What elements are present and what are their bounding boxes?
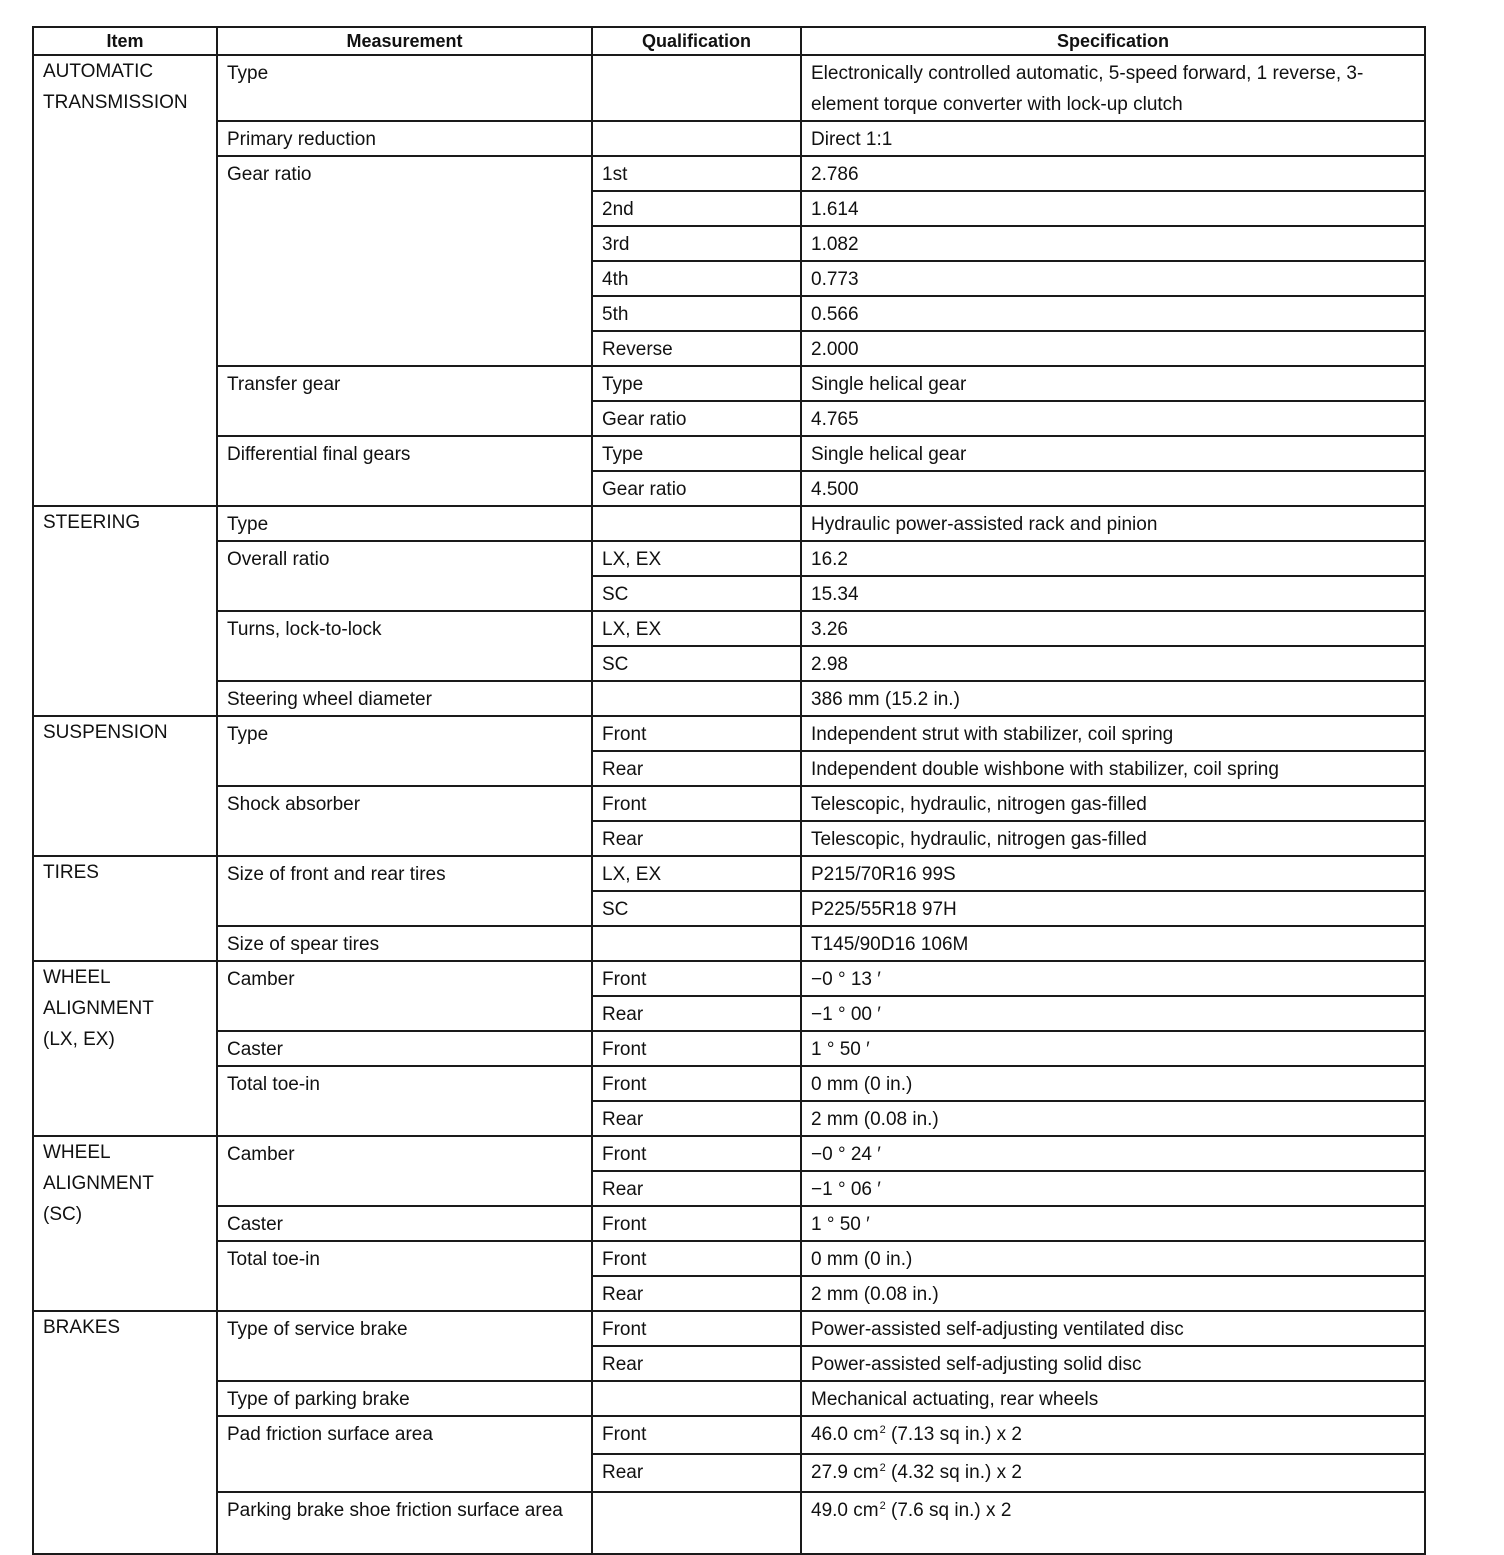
table-row bbox=[33, 681, 1425, 716]
specification-cell: P225/55R18 97H bbox=[801, 891, 1425, 926]
measurement-cell: Gear ratio bbox=[217, 156, 592, 366]
specification-cell: 0.566 bbox=[801, 296, 1425, 331]
item-line: (SC) bbox=[43, 1204, 83, 1225]
table-row bbox=[33, 716, 1425, 751]
specification-cell: −0 ° 13 ′ bbox=[801, 961, 1425, 996]
item-line: ALIGNMENT bbox=[43, 998, 154, 1019]
spec-value: 27.9 cm bbox=[811, 1462, 879, 1483]
item-automatic-transmission: AUTOMATIC TRANSMISSION bbox=[33, 55, 217, 506]
table-row bbox=[33, 1381, 1425, 1416]
specification-cell: Direct 1:1 bbox=[801, 121, 1425, 156]
specification-cell bbox=[801, 1492, 1425, 1554]
qualification-cell: Rear bbox=[592, 1101, 801, 1136]
measurement-cell: Type of parking brake bbox=[217, 1381, 592, 1416]
measurement-cell: Shock absorber bbox=[217, 786, 592, 856]
table-row bbox=[33, 786, 1425, 821]
superscript: 2 bbox=[879, 1462, 886, 1474]
item-wheel-alignment-sc bbox=[33, 1136, 217, 1311]
table-row bbox=[33, 926, 1425, 961]
qualification-cell: Front bbox=[592, 716, 801, 751]
qualification-cell: 4th bbox=[592, 261, 801, 296]
measurement-cell: Type of service brake bbox=[217, 1311, 592, 1381]
measurement-cell: Transfer gear bbox=[217, 366, 592, 436]
measurement-cell: Total toe-in bbox=[217, 1241, 592, 1311]
qualification-cell bbox=[592, 121, 801, 156]
qualification-cell: Rear bbox=[592, 751, 801, 786]
table-row bbox=[33, 436, 1425, 471]
qualification-cell: Rear bbox=[592, 821, 801, 856]
qualification-cell bbox=[592, 506, 801, 541]
qualification-cell: 5th bbox=[592, 296, 801, 331]
qualification-cell: SC bbox=[592, 891, 801, 926]
specification-cell: Mechanical actuating, rear wheels bbox=[801, 1381, 1425, 1416]
qualification-cell bbox=[592, 1381, 801, 1416]
table-row bbox=[33, 1136, 1425, 1171]
measurement-cell: Turns, lock-to-lock bbox=[217, 611, 592, 681]
specification-cell: Power-assisted self-adjusting ventilated disc bbox=[801, 1311, 1425, 1346]
table-row bbox=[33, 366, 1425, 401]
specification-cell: 1 ° 50 ′ bbox=[801, 1206, 1425, 1241]
specification-cell: Electronically controlled automatic, 5-speed forward, 1 reverse, 3-element torque converter with lock-up clutch bbox=[801, 55, 1425, 121]
qualification-cell: Rear bbox=[592, 1454, 801, 1492]
table-row bbox=[33, 1031, 1425, 1066]
specification-cell: Hydraulic power-assisted rack and pinion bbox=[801, 506, 1425, 541]
qualification-cell: 1st bbox=[592, 156, 801, 191]
measurement-cell: Pad friction surface area bbox=[217, 1416, 592, 1492]
measurement-cell: Primary reduction bbox=[217, 121, 592, 156]
qualification-cell: Front bbox=[592, 1031, 801, 1066]
table-row bbox=[33, 1206, 1425, 1241]
specification-cell: Telescopic, hydraulic, nitrogen gas-filled bbox=[801, 786, 1425, 821]
item-line: (LX, EX) bbox=[43, 1029, 115, 1050]
specification-cell: Independent double wishbone with stabilizer, coil spring bbox=[801, 751, 1425, 786]
table-row bbox=[33, 541, 1425, 576]
spec-value: (4.32 sq in.) x 2 bbox=[885, 1462, 1022, 1483]
table-row bbox=[33, 156, 1425, 191]
measurement-cell: Caster bbox=[217, 1031, 592, 1066]
qualification-cell: Front bbox=[592, 1136, 801, 1171]
specification-cell bbox=[801, 1454, 1425, 1492]
superscript: 2 bbox=[879, 1500, 886, 1512]
spec-value: 49.0 cm bbox=[811, 1500, 879, 1521]
measurement-cell: Overall ratio bbox=[217, 541, 592, 611]
measurement-cell: Size of front and rear tires bbox=[217, 856, 592, 926]
spec-value: (7.6 sq in.) x 2 bbox=[885, 1500, 1012, 1521]
spec-value: (7.13 sq in.) x 2 bbox=[885, 1424, 1022, 1445]
specification-cell: 0.773 bbox=[801, 261, 1425, 296]
measurement-cell: Camber bbox=[217, 961, 592, 1031]
specification-cell: 2.98 bbox=[801, 646, 1425, 681]
measurement-cell: Differential final gears bbox=[217, 436, 592, 506]
item-wheel-alignment-lxex bbox=[33, 961, 217, 1136]
table-row bbox=[33, 961, 1425, 996]
specification-cell: Telescopic, hydraulic, nitrogen gas-filled bbox=[801, 821, 1425, 856]
measurement-cell: Total toe-in bbox=[217, 1066, 592, 1136]
table-row bbox=[33, 1416, 1425, 1454]
qualification-cell: Type bbox=[592, 436, 801, 471]
header-measurement: Measurement bbox=[217, 27, 592, 55]
item-line: WHEEL bbox=[43, 967, 111, 988]
qualification-cell: Front bbox=[592, 1241, 801, 1276]
qualification-cell: Front bbox=[592, 1311, 801, 1346]
table-row bbox=[33, 856, 1425, 891]
measurement-cell: Steering wheel diameter bbox=[217, 681, 592, 716]
specification-cell: −1 ° 06 ′ bbox=[801, 1171, 1425, 1206]
specification-cell: 2.786 bbox=[801, 156, 1425, 191]
specification-cell: 15.34 bbox=[801, 576, 1425, 611]
item-steering: STEERING bbox=[33, 506, 217, 716]
specification-cell: Power-assisted self-adjusting solid disc bbox=[801, 1346, 1425, 1381]
specification-cell: 2 mm (0.08 in.) bbox=[801, 1276, 1425, 1311]
table-row bbox=[33, 506, 1425, 541]
specification-cell: 386 mm (15.2 in.) bbox=[801, 681, 1425, 716]
qualification-cell bbox=[592, 55, 801, 121]
specification-cell: −0 ° 24 ′ bbox=[801, 1136, 1425, 1171]
measurement-cell: Type bbox=[217, 716, 592, 786]
qualification-cell bbox=[592, 1492, 801, 1554]
qualification-cell: SC bbox=[592, 576, 801, 611]
item-suspension: SUSPENSION bbox=[33, 716, 217, 856]
qualification-cell: 3rd bbox=[592, 226, 801, 261]
qualification-cell: 2nd bbox=[592, 191, 801, 226]
specification-cell: Single helical gear bbox=[801, 366, 1425, 401]
qualification-cell: Rear bbox=[592, 1171, 801, 1206]
specifications-table bbox=[32, 26, 1426, 1555]
measurement-cell: Caster bbox=[217, 1206, 592, 1241]
specification-cell: Single helical gear bbox=[801, 436, 1425, 471]
qualification-cell: Gear ratio bbox=[592, 401, 801, 436]
specification-cell: 16.2 bbox=[801, 541, 1425, 576]
table-row bbox=[33, 1492, 1425, 1554]
specification-cell: 2.000 bbox=[801, 331, 1425, 366]
qualification-cell: Front bbox=[592, 1066, 801, 1101]
qualification-cell: SC bbox=[592, 646, 801, 681]
qualification-cell: Reverse bbox=[592, 331, 801, 366]
qualification-cell: Front bbox=[592, 1206, 801, 1241]
measurement-cell: Type bbox=[217, 55, 592, 121]
measurement-cell: Type bbox=[217, 506, 592, 541]
qualification-cell: Front bbox=[592, 961, 801, 996]
qualification-cell: Type bbox=[592, 366, 801, 401]
table-row bbox=[33, 121, 1425, 156]
qualification-cell: LX, EX bbox=[592, 611, 801, 646]
qualification-cell bbox=[592, 681, 801, 716]
table-row bbox=[33, 55, 1425, 121]
qualification-cell: Gear ratio bbox=[592, 471, 801, 506]
qualification-cell: Front bbox=[592, 786, 801, 821]
qualification-cell: Rear bbox=[592, 1276, 801, 1311]
header-item: Item bbox=[33, 27, 217, 55]
qualification-cell: LX, EX bbox=[592, 541, 801, 576]
qualification-cell bbox=[592, 926, 801, 961]
qualification-cell: Rear bbox=[592, 996, 801, 1031]
header-row bbox=[33, 27, 1425, 55]
specification-cell: 1.082 bbox=[801, 226, 1425, 261]
specification-cell: 1 ° 50 ′ bbox=[801, 1031, 1425, 1066]
specification-cell: 0 mm (0 in.) bbox=[801, 1066, 1425, 1101]
measurement-cell: Parking brake shoe friction surface area bbox=[217, 1492, 592, 1554]
specification-cell bbox=[801, 1416, 1425, 1454]
item-line: WHEEL bbox=[43, 1142, 111, 1163]
table-row bbox=[33, 1311, 1425, 1346]
qualification-cell: Front bbox=[592, 1416, 801, 1454]
measurement-cell: Camber bbox=[217, 1136, 592, 1206]
specification-cell: 0 mm (0 in.) bbox=[801, 1241, 1425, 1276]
table-row bbox=[33, 1241, 1425, 1276]
qualification-cell: Rear bbox=[592, 1346, 801, 1381]
item-line: ALIGNMENT bbox=[43, 1173, 154, 1194]
spec-value: 46.0 cm bbox=[811, 1424, 879, 1445]
measurement-cell: Size of spear tires bbox=[217, 926, 592, 961]
specification-cell: 3.26 bbox=[801, 611, 1425, 646]
item-tires: TIRES bbox=[33, 856, 217, 961]
specification-cell: 2 mm (0.08 in.) bbox=[801, 1101, 1425, 1136]
header-qualification: Qualification bbox=[592, 27, 801, 55]
table-row bbox=[33, 1066, 1425, 1101]
superscript: 2 bbox=[879, 1424, 886, 1436]
specification-cell: P215/70R16 99S bbox=[801, 856, 1425, 891]
table-row bbox=[33, 611, 1425, 646]
specification-cell: 4.765 bbox=[801, 401, 1425, 436]
specification-cell: −1 ° 00 ′ bbox=[801, 996, 1425, 1031]
specification-cell: T145/90D16 106M bbox=[801, 926, 1425, 961]
specification-cell: Independent strut with stabilizer, coil spring bbox=[801, 716, 1425, 751]
qualification-cell: LX, EX bbox=[592, 856, 801, 891]
header-specification: Specification bbox=[801, 27, 1425, 55]
specification-cell: 4.500 bbox=[801, 471, 1425, 506]
item-brakes: BRAKES bbox=[33, 1311, 217, 1554]
specification-cell: 1.614 bbox=[801, 191, 1425, 226]
